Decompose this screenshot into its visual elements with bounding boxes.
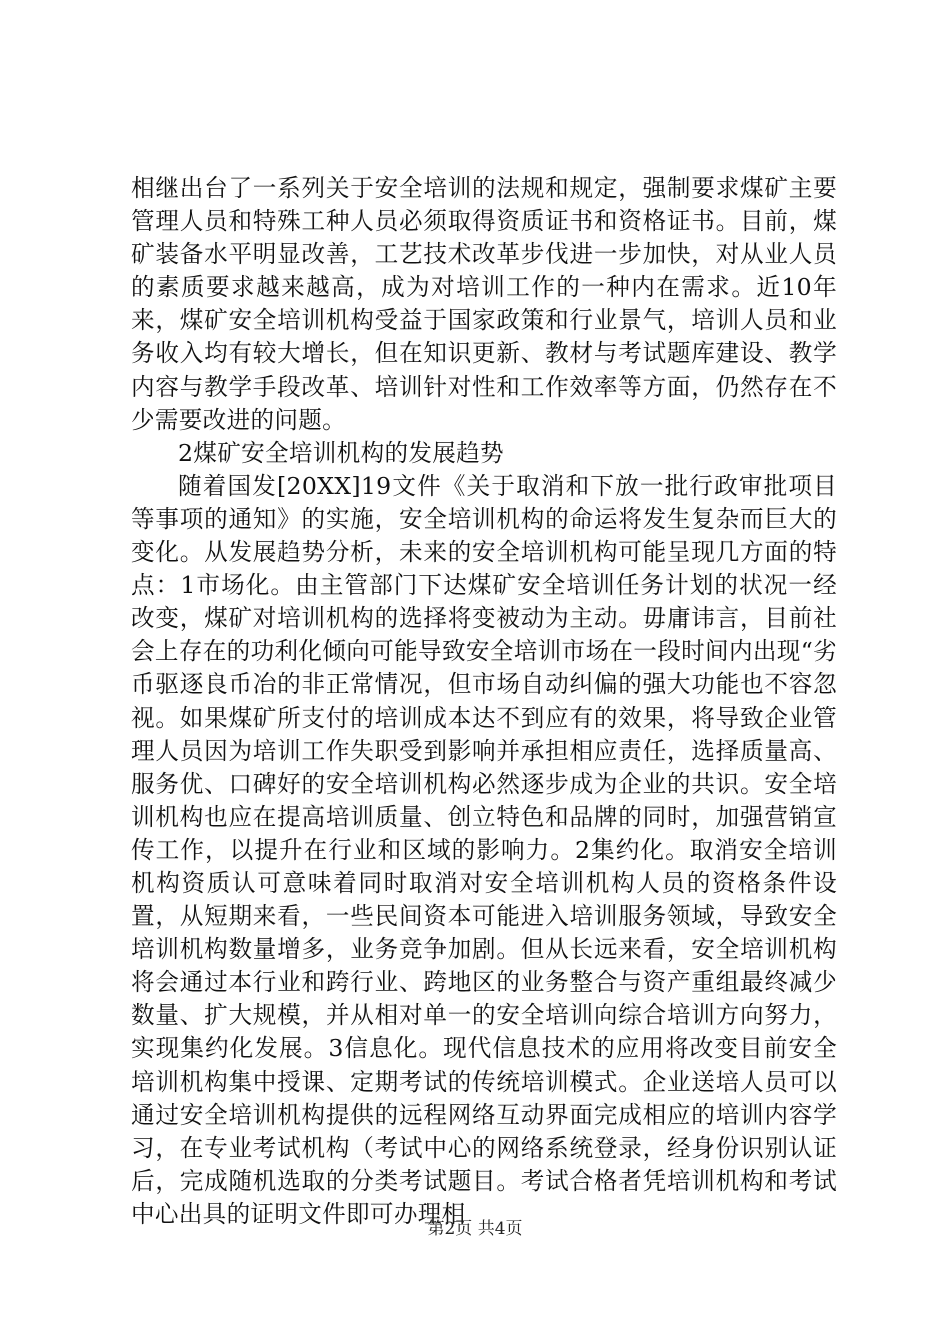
- paragraph-development-trends: 随着国发[20XX]19文件《关于取消和下放一批行政审批项目等事项的通知》的实施，安全培训机构的命运将发生复杂而巨大的变化。从发展趋势分析，未来的安全培训机构可能呈现几方面的特点：1市场化。由主管部门下达煤矿安全培训任务计划的状况一经改变，煤矿对培训机构的选择将变被动为主动。毋庸讳言，目前社会上存在的功利化倾向可能导致安全培训市场在一段时间内出现“劣币驱逐良币冶的非正常情况，但市场自动纠偏的强大功能也不容忽视。如果煤矿所支付的培训成本达不到应有的效果，将导致企业管理人员因为培训工作失职受到影响并承担相应责任，选择质量高、服务优、口碑好的安全培训机构必然逐步成为企业的共识。安全培训机构也应在提高培训质量、创立特色和品牌的同时，加强营销宣传工作，以提升在行业和区域的影响力。2集约化。取消安全培训机构资质认可意味着同时取消对安全培训机构人员的资格条件设置，从短期来看，一些民间资本可能进入培训服务领域，导致安全培训机构数量增多，业务竞争加剧。但从长远来看，安全培训机构将会通过本行业和跨行业、跨地区的业务整合与资产重组最终减少数量、扩大规模，并从相对单一的安全培训向综合培训方向努力，实现集约化发展。3信息化。现代信息技术的应用将改变目前安全培训机构集中授课、定期考试的传统培训模式。企业送培人员可以通过安全培训机构提供的远程网络互动界面完成相应的培训内容学习，在专业考试机构（考试中心的网络系统登录，经身份识别认证后，完成随机选取的分类考试题目。考试合格者凭培训机构和考试中心出具的证明文件即可办理相: [131, 471, 837, 1228]
- paragraph-continuation: 相继出台了一系列关于安全培训的法规和规定，强制要求煤矿主要管理人员和特殊工种人员必须取得资质证书和资格证书。目前，煤矿装备水平明显改善，工艺技术改革步伐进一步加快，对从业人员的素质要求越来越高，成为对培训工作的一种内在需求。近10年来，煤矿安全培训机构受益于国家政策和行业景气，培训人员和业务收入均有较大增长，但在知识更新、教材与考试题库建设、教学内容与教学手段改革、培训针对性和工作效率等方面，仍然存在不少需要改进的问题。: [131, 174, 837, 434]
- document-body: [131, 172, 837, 1231]
- page-footer: 第2页 共4页: [427, 1219, 523, 1239]
- section-heading: 2煤矿安全培训机构的发展趋势: [178, 438, 504, 467]
